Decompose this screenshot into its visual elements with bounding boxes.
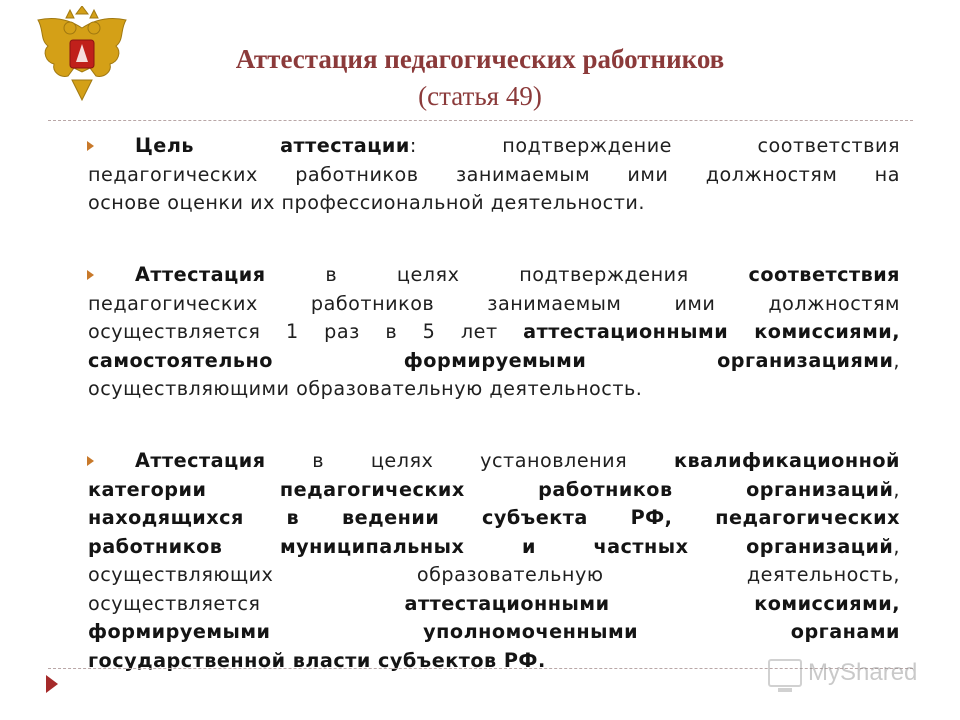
watermark-text: MyShared [808,659,918,686]
text-line: осуществляется 1 раз в 5 лет аттестационными комиссиями, [88,320,900,343]
watermark [768,655,917,691]
text-line: Аттестация в целях установления квалификационной [135,449,900,472]
text-line: осуществляющих образовательную деятельность, [88,563,900,586]
text-line: осуществляется аттестационными комиссиями, [88,591,900,615]
bullet-conformity [88,261,900,404]
text-line: формируемыми уполномоченными органами [88,620,900,643]
text-line: Цель аттестации: подтверждение соответствия [135,134,900,157]
bullet-marker-icon [87,270,94,280]
text-line: педагогических работников занимаемым ими должностям [88,291,900,315]
text-line: государственной власти субъектов РФ. [88,648,546,672]
text-line: осуществляющими образовательную деятельность. [88,377,643,400]
text-line: Аттестация в целях подтверждения соответствия [135,263,900,286]
coat-of-arms-emblem [30,6,134,102]
bullet-marker-icon [87,456,94,466]
monitor-icon [768,659,802,687]
text-line: педагогических работников занимаемым ими должностям на [88,162,900,186]
bullet-qualification [88,447,900,675]
text-line: основе оценки их профессиональной деятельности. [88,191,645,214]
bullet-marker-icon [87,141,94,151]
text-line: работников муниципальных и частных организаций, [88,534,900,558]
page-title: Аттестация педагогических работников [235,44,725,74]
bullet-goal [88,132,900,218]
title-divider [48,120,913,121]
text-line: находящихся в ведении субъекта РФ, педагогических [88,506,900,529]
text-line: самостоятельно формируемыми организациями, [88,348,900,372]
page-subtitle: (статья 49) [418,81,542,111]
text-line: категории педагогических работников организаций, [88,477,900,501]
next-slide-arrow-icon[interactable] [46,675,58,693]
